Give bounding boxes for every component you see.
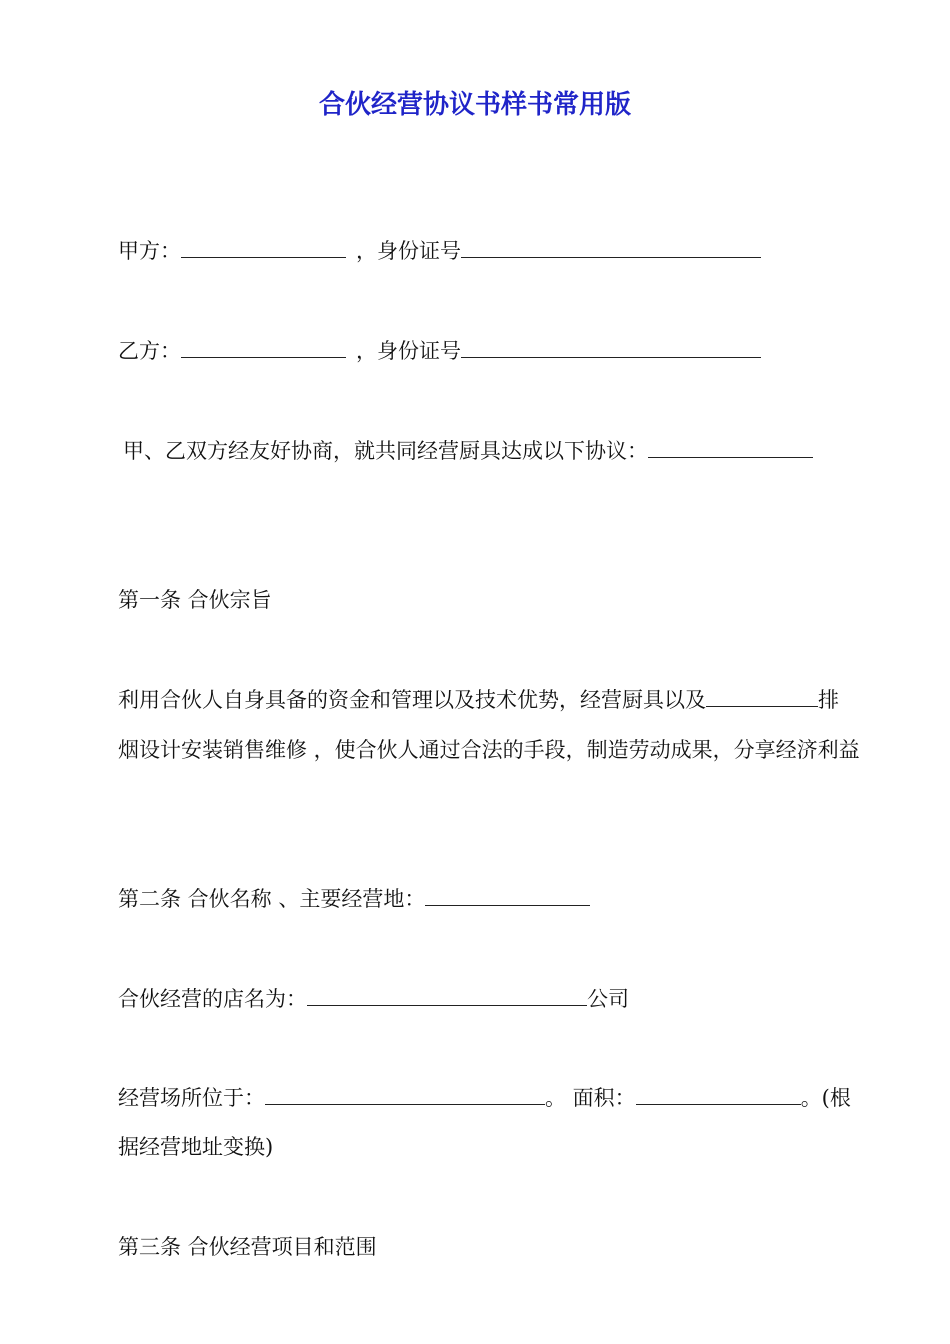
- party-b-id-label: ，身份证号: [356, 339, 461, 363]
- store-name-suffix: 公司: [587, 987, 629, 1011]
- article1-line2: 烟设计安装销售维修 ，使合伙人通过合法的手段，制造劳动成果，分享经济利益: [118, 738, 860, 762]
- intro-blank[interactable]: [648, 441, 813, 458]
- location-label: 经营场所位于：: [118, 1086, 265, 1110]
- article1-line1: [118, 688, 878, 712]
- article1-line1-post: 排: [818, 688, 839, 712]
- party-a-label: 甲方：: [118, 239, 181, 263]
- main-location-blank[interactable]: [425, 889, 590, 906]
- store-name-blank[interactable]: [307, 989, 587, 1006]
- document-title: 合伙经营协议书样书常用版: [318, 90, 631, 120]
- party-a-id-label: ，身份证号: [356, 239, 461, 263]
- party-b-label: 乙方：: [118, 339, 181, 363]
- area-suffix: 。(根: [800, 1086, 851, 1110]
- party-b-line: [118, 339, 878, 363]
- party-b-id-blank[interactable]: [461, 341, 761, 358]
- store-name-line: [118, 987, 878, 1011]
- location-line: [118, 1086, 878, 1110]
- article2-heading: 第二条 合伙名称 、主要经营地：: [118, 887, 426, 911]
- store-name-label: 合伙经营的店名为：: [118, 987, 307, 1011]
- article1-blank[interactable]: [706, 690, 818, 707]
- party-a-id-blank[interactable]: [461, 241, 761, 258]
- location-line2: 据经营地址变换): [118, 1135, 274, 1159]
- article3-heading: 第三条 合伙经营项目和范围: [118, 1235, 377, 1259]
- intro-line: [123, 439, 883, 463]
- location-blank[interactable]: [265, 1088, 545, 1105]
- party-a-line: [118, 239, 878, 263]
- area-blank[interactable]: [636, 1088, 801, 1105]
- party-a-name-blank[interactable]: [181, 241, 346, 258]
- location-area-label: 。 面积：: [545, 1086, 636, 1110]
- party-b-name-blank[interactable]: [181, 341, 346, 358]
- article2-heading-line: [118, 887, 878, 911]
- article1-heading: 第一条 合伙宗旨: [118, 588, 272, 612]
- article1-line1-pre: 利用合伙人自身具备的资金和管理以及技术优势，经营厨具以及: [118, 688, 706, 712]
- intro-text: 甲、乙双方经友好协商，就共同经营厨具达成以下协议：: [123, 439, 648, 463]
